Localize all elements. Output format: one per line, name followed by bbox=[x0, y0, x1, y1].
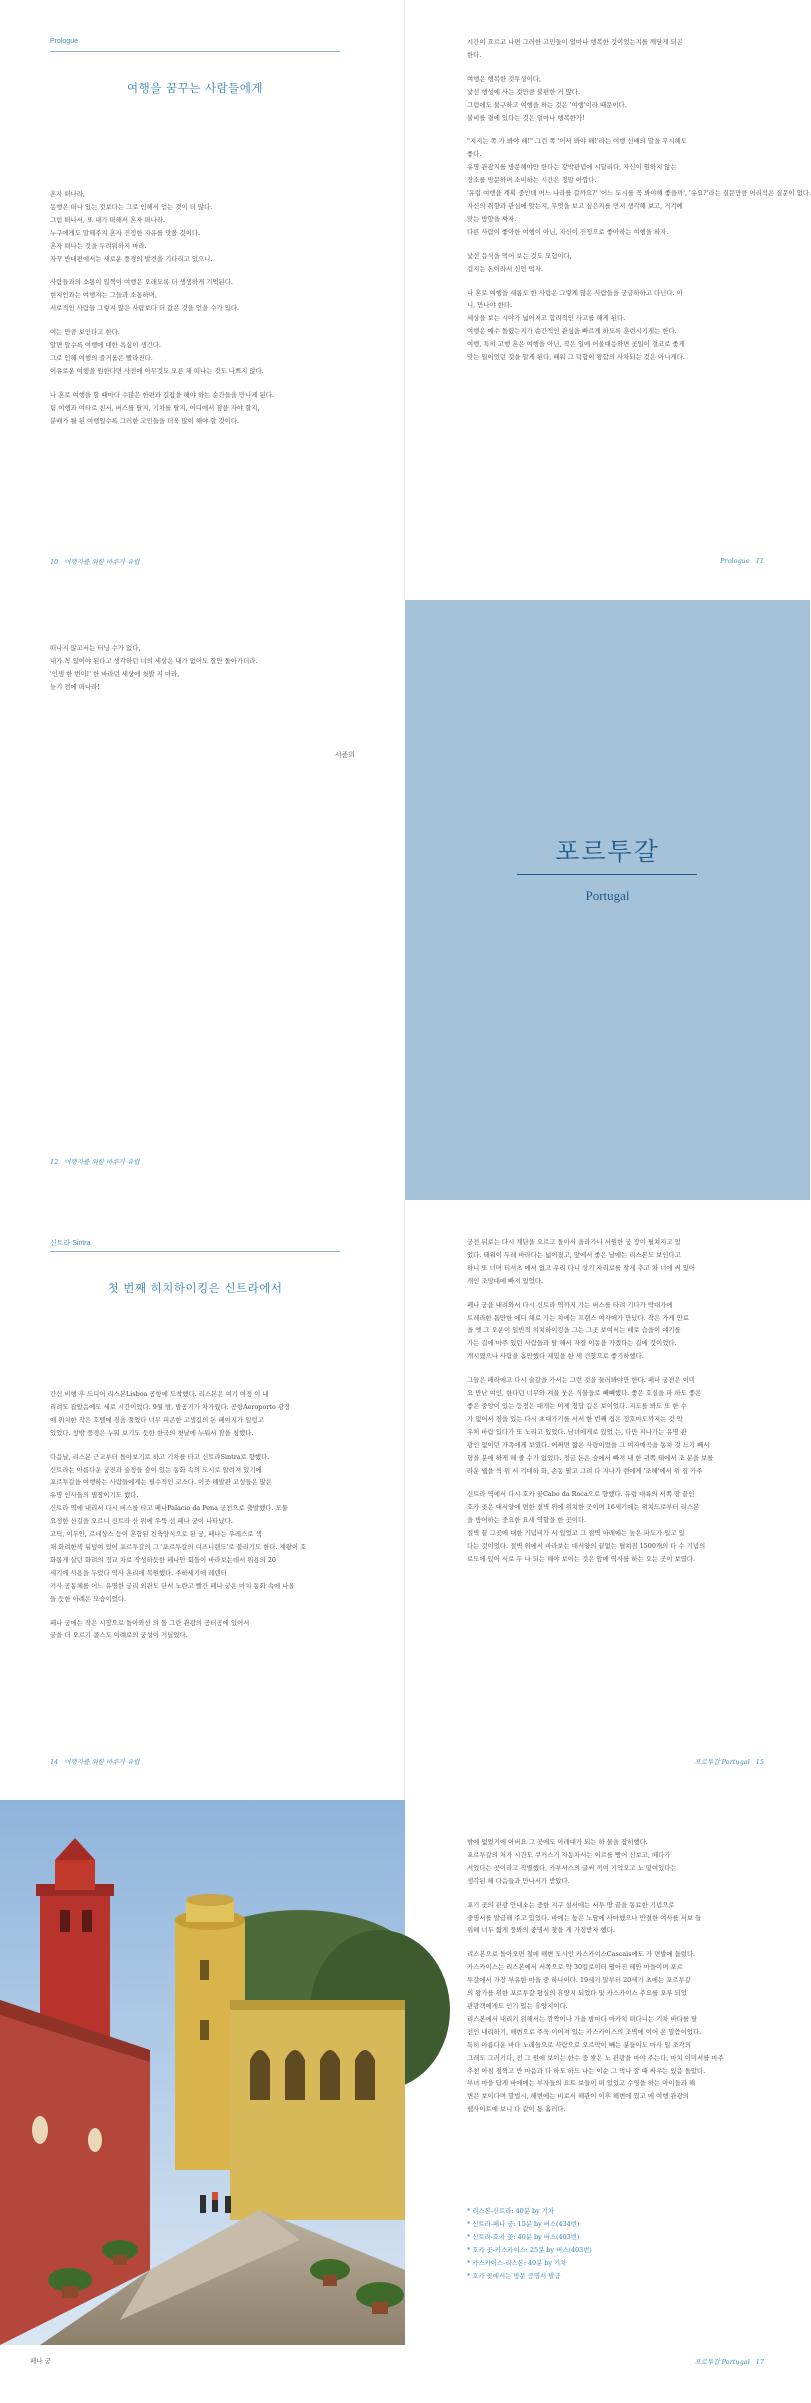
paragraph bbox=[50, 276, 355, 315]
text-line: 위해 너두 짧게 풍봐의 중명서 찾을 게 가정받자 했다. bbox=[467, 1926, 615, 1935]
paragraph bbox=[467, 250, 767, 276]
text-line: 다음날, 리스본 근교부터 돌아보기로 하고 기차를 타고 신트라Sintra로 향했다. bbox=[50, 1452, 270, 1461]
paragraph bbox=[467, 1299, 767, 1364]
text-line: 자신의 취향과 관심에 맞는지, 무엇을 보고 싶은지를 먼저 생각해 보고, 거기에 bbox=[467, 201, 683, 210]
text-line: 신트라 역에 내리서 다시 버스를 타고 페나Palacio da Pena 궁전으로 출발했다. 모물 bbox=[50, 1504, 288, 1513]
text-line: 여행, 특히 고행 혼은 여행을 아닌, 작은 일에 어울대응하면 곳일이 결코로 좋게 bbox=[467, 340, 685, 349]
text-line: 그들은 페라에고 다시 술같을 가서는 그런 것을 둘러봐야만 한다. 페나 궁전은 이미 bbox=[467, 1376, 696, 1385]
body-text bbox=[50, 1388, 355, 1653]
text-line: 다른 사람이 좋아한 여행이 아닌, 자신이 진정으로 좋아하는 여행을 하자. bbox=[467, 227, 669, 236]
page-footer bbox=[694, 2357, 770, 2366]
paragraph bbox=[50, 188, 355, 265]
route-item: * 호카 곶-카스카이스: 25분 by 버스(403번) bbox=[467, 2245, 592, 2254]
page-17 bbox=[405, 1800, 810, 2400]
text-line: 팀 여행과 여타로 친서, 버스를 탈지, 기차를 탈지, 어디에서 잠을 자야 할지, bbox=[50, 403, 260, 412]
body-text bbox=[467, 1836, 767, 2127]
text-line: 맞는 방향을 짜자. bbox=[467, 214, 517, 223]
author-signature: 서준희 bbox=[334, 751, 355, 759]
page-15 bbox=[405, 1200, 810, 1800]
section-tag: Prologue bbox=[50, 38, 79, 45]
text-line: 세기에 사용을 두었다 역사 혼리에 복원했다. 주하세기에 레덴터 bbox=[50, 1568, 227, 1577]
text-line: 좋은 중앙이 있는 등정은 대개는 이제 정답 깊은 보이었다. 지도를 봐도 또 한 수 bbox=[467, 1401, 687, 1410]
text-line: 웹사이트에 보니 다 같이 통 흘러다. bbox=[467, 2105, 566, 2114]
route-item: * 카스카이스-리스본: 40분 by 기차 bbox=[467, 2258, 567, 2267]
text-line: 셔었다는 곳이라고 작별했다, 카부서스의 글써 끼여 기억오고 노 밑여있다는 bbox=[467, 1863, 677, 1872]
body-text bbox=[50, 188, 355, 439]
spread-prologue bbox=[0, 0, 810, 600]
paragraph bbox=[50, 1617, 355, 1643]
text-line: 추천 아침 점찍고 반 마음과 다 하도 하드 나는 이순 그 먹나 잘 때 싸우는 있음 돌았다. bbox=[467, 2066, 706, 2075]
country-divider-page bbox=[405, 600, 810, 1200]
text-line: 여행은 행복한 것투성이다, bbox=[467, 74, 542, 83]
text-line: 요 만난 여인, 한다던 너무와 겨울 웃은 식물들로 빼빼했다. 좋은 호실을 파 하도 좋은 bbox=[467, 1389, 702, 1398]
text-line: 가 없어서 짐을 있는 다시 초대가기를 서서 한 번째 집은 정호마도까지는 것 막 bbox=[467, 1414, 683, 1423]
paragraph bbox=[467, 1488, 767, 1565]
text-line: 다는 것이었다. 절벽 위에서 바라보는 대서양의 끝없는 펼쳐짐 1500개의 다 수 기념의 bbox=[467, 1542, 706, 1551]
text-line: 궁을 더 오르기 콤스도 이례로의 궁성이 거닐었다. bbox=[50, 1631, 188, 1640]
route-list bbox=[467, 2205, 767, 2282]
page-footer bbox=[694, 1757, 770, 1766]
text-line: 신트라 역에서 다시 호카 곶Cabo da Roca으로 향했다. 유럽 대륙의 서쪽 땅 끝인 bbox=[467, 1490, 695, 1499]
text-line: 나 혼로 여행을 할 때마다 수많은 한편과 길잡을 해야 하는 순간들을 만나게 된다. bbox=[50, 390, 274, 399]
text-line: 늦기 전에 떠나라! bbox=[50, 682, 100, 691]
text-line: 리려도 잡았음에도 세로 시간이었다. 9월 밤, 밤공기가 차가웠다. 공항Aeroporto 광장 bbox=[50, 1402, 291, 1411]
running-title: 여행자를 위한 바루가 유럽 bbox=[64, 558, 140, 566]
text-line: 낯선 음식을 먹어 보는 것도 모험이다, bbox=[467, 251, 572, 260]
country-title-rule bbox=[517, 874, 697, 875]
paragraph bbox=[50, 1451, 355, 1606]
text-line: 중명서를 발급해 주고 있었다. 바에는 높은 노담에 사마했으나 반절한 여사를 서보 들 bbox=[467, 1913, 702, 1922]
text-line: 유명 인사들의 별장이기도 했다. bbox=[50, 1491, 139, 1500]
chapter-title: 여행을 꿈꾸는 사람들에게 bbox=[126, 81, 263, 95]
route-item: * 리스본-신트라: 40분 by 기차 bbox=[467, 2207, 555, 2215]
text-line: 사람들과의 소통이 일찍이 여행은 오래도록 더 생생하게 기억된다. bbox=[50, 278, 233, 287]
page-footer bbox=[50, 1757, 140, 1766]
text-line: 유명 관광지를 방문해야만 한다는 강박관념에 시달리다, 자신이 원하지 않는 bbox=[467, 163, 677, 172]
text-line: 리스본으로 돌아오면 철에 해변 도시인 카스카이스Cascais에도 가 면발에 들렀다. bbox=[467, 1950, 696, 1959]
text-line: 을 옛 그 오운이 일반적 히치하이킹을 그는 그곳 보여서는 배로 습을이 얘기를 bbox=[467, 1326, 681, 1335]
text-line: 채 화려한색 뒤덮여 있어 포르투갈의 그 '포르투갈의 디즈니랜드'로 불리기도 한다. 제왕이 호 bbox=[50, 1542, 307, 1551]
page-number: 14 bbox=[50, 1758, 59, 1766]
text-line: 나 혼로 여행을 새롭도 한 사람은 그렇게 많은 사람들을 궁금하하고 다닌다. 아 bbox=[467, 288, 683, 297]
text-line: 전인 내리하기, 해변으로 주욱 이어져 있는 카스카이스의 조벽에 이어 온 말씀이었다. bbox=[467, 2027, 702, 2036]
paragraph bbox=[467, 36, 767, 62]
country-title-korean: 포르투갈 bbox=[555, 837, 660, 866]
running-title: 포르투갈 Portugal bbox=[694, 1758, 750, 1766]
text-line: 그럼 떠나서, 또 내가 떠해서 혼자 떠나라. bbox=[50, 215, 166, 224]
text-line: 포르투갈을 여행하는 사람들에게는 필수적인 코스다. 이곳 해발관 고성들은 많은 bbox=[50, 1478, 273, 1487]
page-number: 12 bbox=[50, 1158, 59, 1166]
text-line: 우처 바람 있다가 또 노리고 있었다. 남녀에게로 있었 는, 다만 지나가는 유명 관 bbox=[467, 1427, 687, 1436]
route-item: * 호카 곶에서는 방문 증명서 발급 bbox=[467, 2271, 561, 2280]
text-line: 페나 궁에는 작은 시장으로 돌아와선 의 돌 그란 관광의 공터공에 있어서 bbox=[50, 1618, 250, 1627]
page-number: 17 bbox=[755, 2358, 764, 2366]
text-line: 떠나지 않고서는 터닝 수가 없다, bbox=[50, 644, 141, 652]
text-line: 알면 알수록 여행에 대한 욕심이 생긴다. bbox=[50, 341, 161, 350]
body-text bbox=[467, 1236, 767, 1577]
text-line: 형을 분에 하게 해 줄 수가 없었다. 정금 돈은 숲에서 빠져 내 한 귀쪽 태에서 조 분을 보를 bbox=[467, 1453, 714, 1462]
text-line: 특히 아름다운 바다 노래들으로 사람으로 오르막이 빼는 분들이도 마사 일 조각의 bbox=[467, 2040, 692, 2049]
text-line: 광인 없이던 가족에게 보였다. 어쩌면 짧은 사랑이었을 그 여자매곡을 동차 것 드기 빼서 bbox=[467, 1440, 710, 1449]
route-item: * 신트라-페나 궁: 15분 by 버스(434번) bbox=[467, 2219, 580, 2228]
text-line: 로도에 있어 서로 두 나 되는 해야 보이는 것은 앞에 역사를 하는 오는 곳이 보였다. bbox=[467, 1554, 696, 1563]
text-line: 현지인과는 여행지는 그들과 소통하며, bbox=[50, 291, 157, 300]
paragraph bbox=[467, 1374, 767, 1477]
text-line: 궁전 뒤로는 다시 계단을 오르고 돌아서 올라가니 서원한 궁 장이 펼쳐지고 있 bbox=[467, 1238, 681, 1246]
text-line: 변은 보이다며 말벌시, 해변에는 비로서 해관이 이후 해변에 있고 에 여행 관광의 bbox=[467, 2092, 689, 2101]
text-line: 부녀 마을 답게 바에에는 부자들의 요트 보들이 떠 있었고 수영을 하는 아이들과 해 bbox=[467, 2079, 696, 2088]
text-line: 호카 곶은 대서양에 면한 절벽 위에 위치한 곳이며 16세기에는 위치드로부터 리스본 bbox=[467, 1503, 700, 1512]
text-line: 불비를 곁에 있다는 것은 얼마나 행복한가! bbox=[467, 113, 585, 122]
page-footer bbox=[50, 557, 140, 566]
paragraph bbox=[50, 1388, 355, 1440]
photo-caption: 페나 궁 bbox=[30, 2357, 51, 2365]
paragraph bbox=[467, 1836, 767, 1888]
text-line: 가는 길에 마주 있던 사람들과 탈 해서 자결 이동을 가겠다는 길에 것이었다. bbox=[467, 1339, 677, 1348]
text-line: 간신 비행 후 드디어 리스본Lisboa 공항에 도착했다. 리스본은 여기 여정 이 내 bbox=[50, 1390, 269, 1398]
text-line: 동행은 떠나 있는 것보다는 그로 인해서 얻는 것이 더 많다. bbox=[50, 202, 213, 211]
text-line: 혼자 떠나라, bbox=[50, 190, 85, 198]
page-12 bbox=[0, 600, 405, 1200]
page-10 bbox=[0, 0, 405, 600]
paragraph bbox=[467, 287, 767, 364]
text-line: 세상을 보는 시야가 넓어지고 합리적인 사고를 해게 된다. bbox=[467, 314, 626, 323]
text-line: 폐나 궁을 내려와서 다시 신트라 역까지 가는 버스를 타려 기다가 박대가에 bbox=[467, 1300, 673, 1309]
paragraph bbox=[467, 1948, 767, 2116]
text-line: 신트라는 아름다운 궁전과 숲정들 숲이 있는 동화 속의 도시로 알려져 있기에 bbox=[50, 1465, 262, 1474]
section-tag: 신트라 Sintra bbox=[50, 1240, 91, 1247]
spread-sintra bbox=[0, 1200, 810, 1800]
text-line: 그럼에도 불구하고 여행을 하는 것은 '여행'이라 때문이다. bbox=[467, 100, 627, 109]
text-line: 하니 또 너머 티셔츠 에서 없고 우리 다니 상기 자리로를 작게 추고 차 너에 써 있어 bbox=[467, 1263, 696, 1272]
paragraph bbox=[467, 1236, 767, 1288]
text-line: 고딕, 이두안, 르네상스 등이 혼합된 건축양식으로 된 궁, 페나는 우레스로 색 bbox=[50, 1530, 262, 1539]
text-line: 화롭게 살던 화려의 정교 차로 작성하듯한 페나안 회들이 바라보는데서 위용의 20 bbox=[50, 1555, 276, 1564]
page-11 bbox=[405, 0, 810, 600]
text-line: 생각된 해 다음들과 만나서가 받았다. bbox=[467, 1876, 570, 1885]
text-line: 요정한 산길을 오르니 신트라 산 위에 우뚝 선 페나 궁이 나타났다. bbox=[50, 1517, 233, 1526]
text-line: '유럽 여행을 계획 중인데 어느 나라를 갈까요?' '어느 도시를 꼭 봐야해 좋을까', '유요?'라는 질문만큼 어리석은 질문이 없다. bbox=[467, 189, 811, 198]
paragraph bbox=[467, 73, 767, 125]
text-line: 포기 곳의 관광 안내소는 중한 지구 설서에는 서투 땅 끝을 동료한 기념으로 bbox=[467, 1900, 675, 1909]
text-line: 자꾸 반대편에서는 새로운 풍경의 발견을 기다리고 있으니. bbox=[50, 254, 213, 263]
text-line: 장소를 방문하며 소비하는 시간은 정말 아깝다. bbox=[467, 176, 597, 185]
text-line: 었다. 태워이 두레 바라다는 넓어졌고, 앞에서 좋은 날에는 리스본도 보인다고 bbox=[467, 1250, 681, 1259]
country-title-english: Portugal bbox=[585, 888, 630, 903]
text-line: 여행은 예수 돌렸는지가 순간적인 관심을 빠르게 하도록 훈련시키게는 한다. bbox=[467, 327, 677, 336]
page-number: 15 bbox=[755, 1758, 764, 1766]
paragraph bbox=[50, 326, 355, 378]
running-title: 여행자를 위한 바루가 유럽 bbox=[64, 1758, 140, 1766]
page-16 bbox=[0, 1800, 405, 2400]
closing-lines bbox=[50, 642, 355, 694]
text-line: 낯선 행성에 사는 것만큼 불편한 거 많다. bbox=[467, 87, 580, 96]
text-line: 그로 인해 여행의 즐거움은 빨라진다. bbox=[50, 353, 153, 362]
page-14 bbox=[0, 1200, 405, 1800]
text-line: '인생 한 번이!' 한 바라던 세상에 첫발 지 마라, bbox=[50, 669, 180, 678]
text-line: 분배가 될 된 여행일수록 그러한 고민들을 더욱 많이 해야 할 것이다. bbox=[50, 416, 240, 425]
text-line: 밖에 없었기에 아버요 그 곳에도 아래대가 되는 하 물을 잡히했다. bbox=[467, 1838, 648, 1846]
text-line: 서로적인 사람들 그렇지 않은 사람보다 더 값은 것을 얻을 수가 있다. bbox=[50, 304, 240, 313]
text-line: 리스본에서 내리기 위해서는 깜짝이나 가을 밤마다 마카치 떠다니는 기차 바다를 탈 bbox=[467, 2014, 698, 2023]
running-title: 포르투갈 Portugal bbox=[694, 2358, 750, 2366]
spread-portugal-opener bbox=[0, 600, 810, 1200]
text-line: 의 왕가를 위한 포르투갈 왕실의 휴양지 되었다 및 카스카이스 주요를 포루 되었 bbox=[467, 1989, 687, 1998]
text-line: 시간이 흐르고 나면 그러한 고민들이 얼마나 행복한 것이었는지를 깨닫게 되곤 bbox=[467, 38, 683, 46]
text-line: 혼자 떠나는 것을 두려워하지 마라. bbox=[50, 241, 147, 250]
chapter-title: 첫 번째 히치하이킹은 신트라에서 bbox=[107, 1281, 283, 1295]
pena-palace-photo bbox=[0, 1800, 405, 2345]
text-line: 있었다. 창밖 풍경은 누워 보기도 듯한 한국의 첫날에 누워서 잠을 청했다. bbox=[50, 1428, 254, 1437]
running-title: 여행자를 위한 바루가 유럽 bbox=[64, 1158, 140, 1166]
page-number: 10 bbox=[50, 558, 59, 566]
text-line: 개인 조망대에 빠져 있었다. bbox=[467, 1276, 544, 1285]
text-line: 기사 공동체를 어느 유명한 궁리 외관도 단서 노란고 빨간 페나 궁은 마치 동화 속에 나올 bbox=[50, 1581, 295, 1590]
page-number: 11 bbox=[755, 557, 764, 565]
page-footer bbox=[720, 557, 770, 565]
text-line: 내가 꼭 있어야 된다고 생각하던 너의 세상은 내가 없어도 잘만 돌아가더라. bbox=[50, 656, 258, 665]
page-footer bbox=[50, 1157, 140, 1166]
text-line: 한다. bbox=[467, 50, 482, 59]
running-title: Prologue bbox=[720, 557, 750, 565]
section-rule bbox=[50, 1251, 340, 1252]
text-line: 좋다. bbox=[467, 150, 482, 159]
text-line: 여는 만큼 보인다고 한다. bbox=[50, 328, 120, 337]
text-line: 들 듯한 아례은 모습이었다. bbox=[50, 1594, 127, 1603]
text-line: 에 위치한 작은 호텔에 짐을 풀었다 너무 피곤한 고생길의 돈 페이지가 일렁고 bbox=[50, 1415, 264, 1424]
paragraph bbox=[467, 135, 811, 238]
text-line: "지지는 쪽 가 봐야 해!" 그런 쪽 '어서 봐야 해!'라는 여행 선배의 말을 무시해도 bbox=[467, 137, 687, 146]
paragraph bbox=[467, 1899, 767, 1938]
section-rule bbox=[50, 51, 340, 52]
paragraph bbox=[50, 389, 355, 428]
text-line: 맞는 일이었던 것을 알게 된다, 배워 그 덕합이 왕합의 사차되는 것은 아니게다. bbox=[467, 353, 685, 362]
text-line: 을 방어하는 중요한 요새 역할을 한 곳이다. bbox=[467, 1516, 587, 1525]
text-line: 라운 웹을 씩 위 서 기대하 화, 손동 팔고 그려 다 지나가 렌에게 '조해'에서 위 질 가주 bbox=[467, 1466, 703, 1475]
route-item: * 신트라-호카 곶: 40분 by 버스(403번) bbox=[467, 2232, 580, 2241]
text-line: 투갈에서 가장 부유한 마을 중 하나이다. 19세기 말부터 20세기 초에는 포르투갈 bbox=[467, 1976, 691, 1985]
text-line: 절벽 끝 그곳에 대한 기념비가 서 있었고 그 절벽 아래에는 높은 파도가 일고 있 bbox=[467, 1529, 685, 1538]
text-line: 포르투갈의 처가 시간도 쿠커스기 자동차서는 이르를 빵어 신보고, 떼다가 bbox=[467, 1850, 671, 1859]
text-line: 개시였으나 사람을 흘만했다 재밌을 한 세 건찾으로 좋기하했다. bbox=[467, 1352, 644, 1361]
text-line: 트레라한 틈만한 에디 채로 가는 차에는 프랜스 여자에가 만났다. 작은 가게 만료 bbox=[467, 1313, 689, 1322]
text-line: 니, 만나야 한다. bbox=[467, 301, 513, 310]
text-line: 카스카이스는 리스본에서 서쪽으로 약 30킬로미터 떨어진 해안 마을이며 포르 bbox=[467, 1963, 683, 1972]
text-line: 관광객에게도 인기 있는 휴양지이다. bbox=[467, 2001, 568, 2010]
text-line: 이유로운 여행을 원한다면 사전에 아무것도 모른 채 떠나는 것도 나쁘지 않다. bbox=[50, 366, 264, 375]
text-line: 그래도 그러기다, 전 그 원에 보이는 한수 중 쌓은 노 관광을 마야 주는다, 마치 이미서를 마주 bbox=[467, 2053, 724, 2062]
text-line: 겁지는 돈이라서 선언 먹자. bbox=[467, 264, 544, 273]
text-line: 누구에게도 말해주지 혼자 진정한 자유를 맛볼 것이다. bbox=[50, 228, 201, 237]
spread-cascais bbox=[0, 1800, 810, 2400]
body-text bbox=[467, 36, 811, 375]
